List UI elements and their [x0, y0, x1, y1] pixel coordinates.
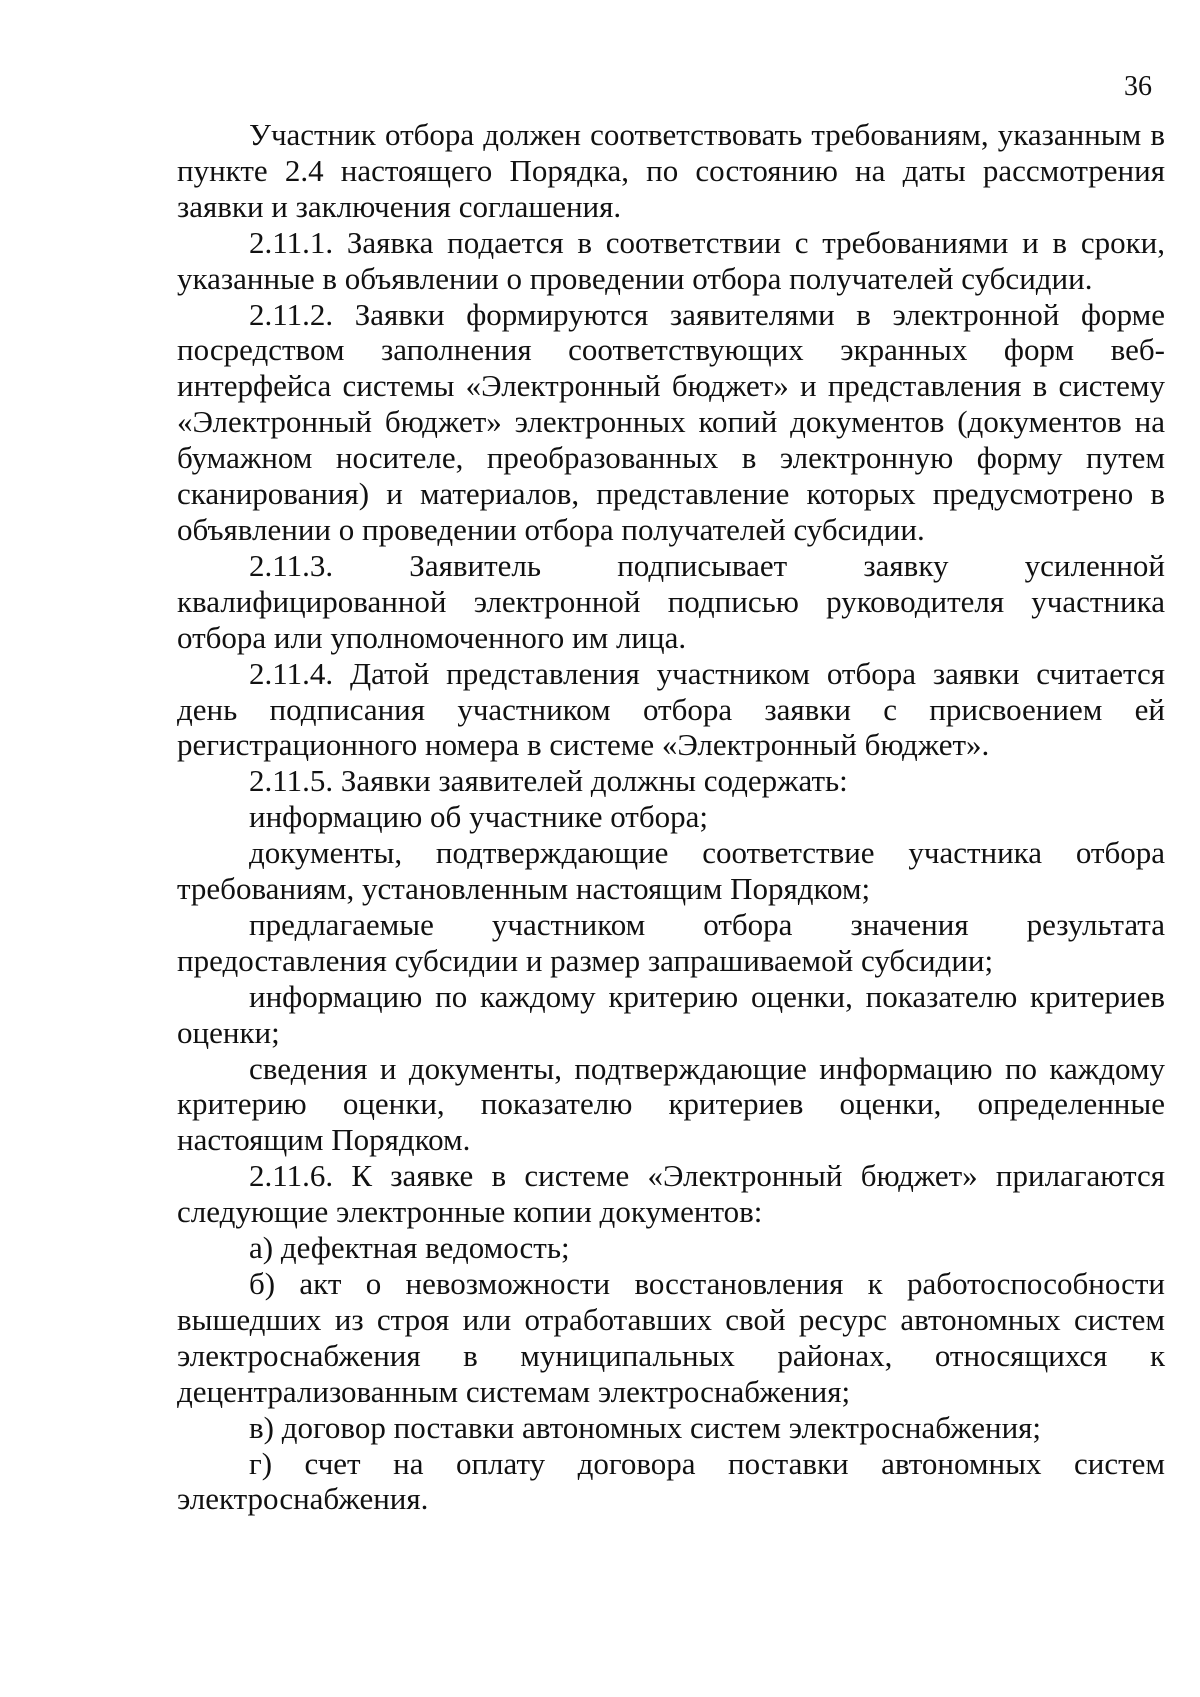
paragraph-requirements-compliance: Участник отбора должен соответствовать требованиям, указанным в пункте 2.4 настоящего Порядка, по состоянию на даты рассмотрения заявки и заключения соглашения. [177, 117, 1165, 224]
list-item-criteria-documents: сведения и документы, подтверждающие информацию по каждому критерию оценки, показателю критериев оценки, определенные настоящим Порядком. [177, 1050, 1165, 1158]
document-body [177, 117, 1165, 1517]
list-item-criteria-info: информацию по каждому критерию оценки, показателю критериев оценки; [177, 978, 1165, 1050]
list-item-a: а) дефектная ведомость; [249, 1230, 570, 1266]
list-item-g: г) счет на оплату договора поставки автономных систем электроснабжения. [177, 1445, 1165, 1517]
paragraph-2-11-1: 2.11.1. Заявка подается в соответствии с требованиями и в сроки, указанные в объявлении о проведении отбора получателей субсидии. [177, 224, 1165, 296]
list-item-participant-info: информацию об участнике отбора; [249, 799, 708, 835]
list-item-v: в) договор поставки автономных систем электроснабжения; [249, 1409, 1042, 1445]
paragraph-2-11-3: 2.11.3. Заявитель подписывает заявку усиленной квалифицированной электронной подписью руководителя участника отбора или уполномоченного им лица. [177, 547, 1165, 655]
paragraph-2-11-5: 2.11.5. Заявки заявителей должны содержать: [249, 763, 848, 799]
paragraph-2-11-2: 2.11.2. Заявки формируются заявителями в электронной форме посредством заполнения соответствующих экранных форм веб-интерфейса системы «Электронный бюджет» и представления в систему «Электронный бюджет» электронных копий документов (документов на бумажном носителе, преобразованных в электронную форму путем сканирования) и материалов, представление которых предусмотрено в объявлении о проведении отбора получателей субсидии. [177, 296, 1165, 547]
list-item-result-values: предлагаемые участником отбора значения результата предоставления субсидии и размер запрашиваемой субсидии; [177, 906, 1165, 978]
page-number: 36 [1124, 71, 1152, 102]
paragraph-2-11-4: 2.11.4. Датой представления участником отбора заявки считается день подписания участником отбора заявки с присвоением ей регистрационного номера в системе «Электронный бюджет». [177, 655, 1165, 763]
paragraph-2-11-6: 2.11.6. К заявке в системе «Электронный бюджет» прилагаются следующие электронные копии документов: [177, 1158, 1165, 1230]
list-item-b: б) акт о невозможности восстановления к работоспособности вышедших из строя или отработавших свой ресурс автономных систем электроснабжения в муниципальных районах, относящихся к децентрализованным системам электроснабжения; [177, 1266, 1165, 1409]
list-item-compliance-documents: документы, подтверждающие соответствие участника отбора требованиям, установленным настоящим Порядком; [177, 835, 1165, 907]
